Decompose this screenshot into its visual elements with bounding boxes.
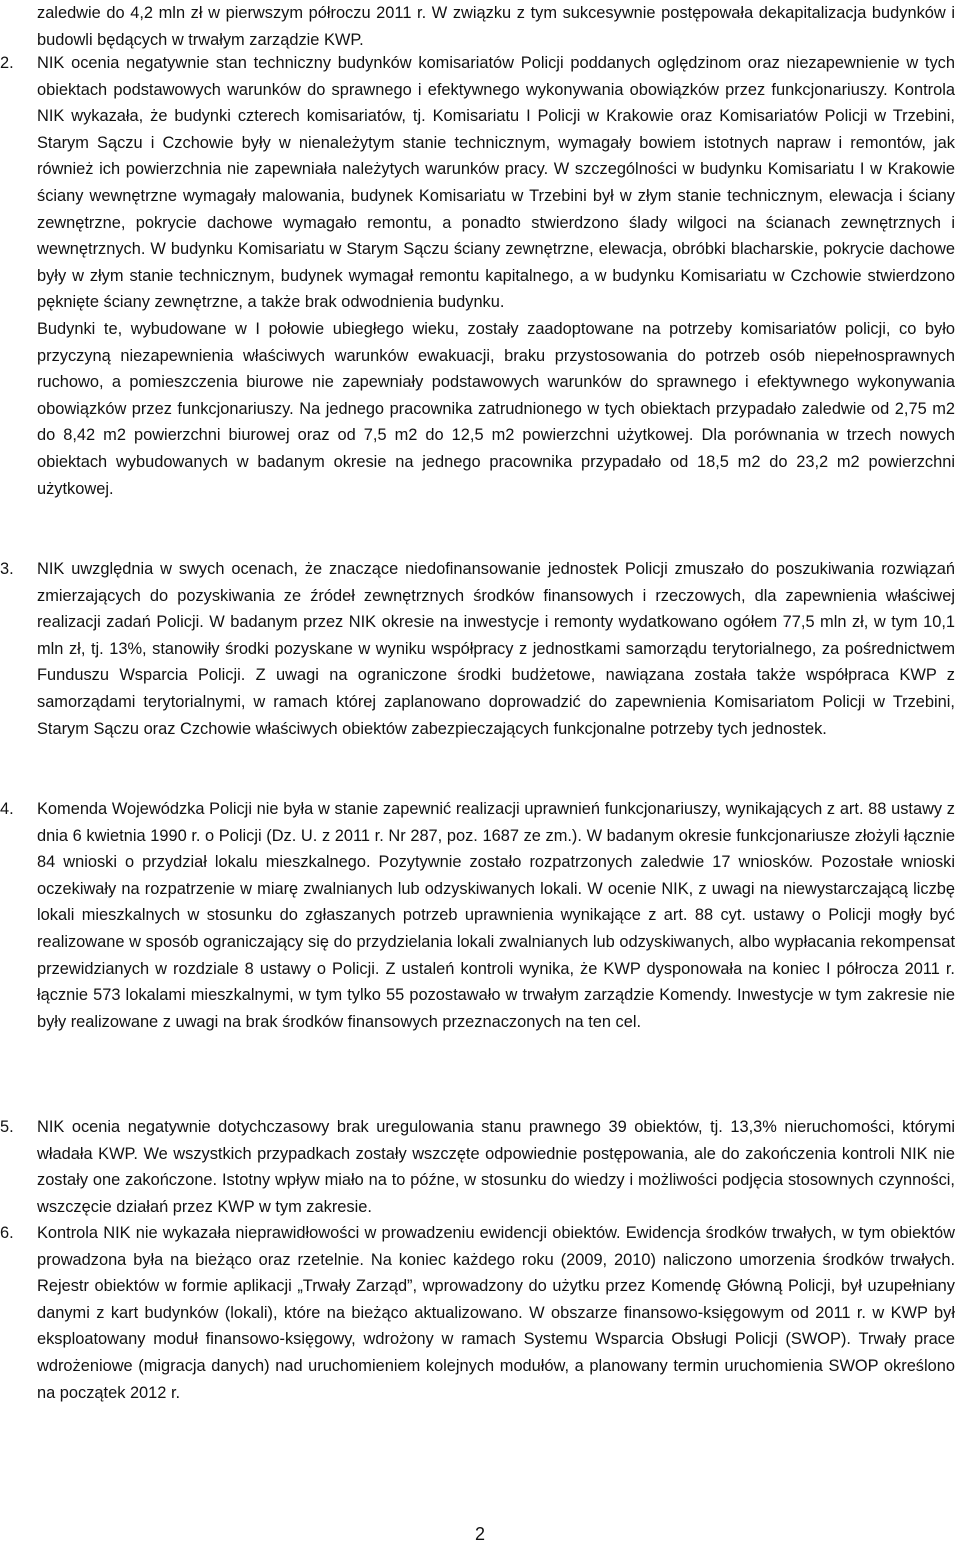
list-item-2 bbox=[0, 50, 955, 502]
item-paragraph: NIK ocenia negatywnie dotychczasowy brak uregulowania stanu prawnego 39 obiektów, tj. 13,3% nieruchomości, którymi władała KWP. We wszystkich przypadkach zostały wszczęte odpowiednie postępowania, ale do zakończenia kontroli NIK nie zostały one zakończone. Istotny wpływ miało na to późne, w stosunku do wiedzy i możliwości podjęcia stosownych czynności, wszczęcie działań przez KWP w tym zakresie. bbox=[37, 1118, 955, 1216]
item-paragraph: Kontrola NIK nie wykazała nieprawidłowości w prowadzeniu ewidencji obiektów. Ewidencja środków trwałych, w tym obiektów prowadzona była na bieżąco oraz rzetelnie. Na koniec każdego roku (2009, 2010) naliczono umorzenia środków trwałych. Rejestr obiektów w formie aplikacji „Trwały Zarząd”, wprowadzony do użytku przez Komendę Główną Policji, był uzupełniany danymi z kart budynków (lokali), które na bieżąco aktualizowano. W obszarze finansowo-księgowym od 2011 r. w KWP był eksploatowany moduł finansowo-księgowy, wdrożony w ramach Systemu Wsparcia Obsługi Policji (SWOP). Trwały prace wdrożeniowe (migracja danych) nad uruchomieniem kolejnych modułów, a planowany termin uruchomienia SWOP określono na początek 2012 r. bbox=[37, 1224, 955, 1402]
list-item-3 bbox=[0, 556, 955, 742]
item-paragraph: NIK uwzględnia w swych ocenach, że znaczące niedofinansowanie jednostek Policji zmuszało do poszukiwania rozwiązań zmierzających do pozyskiwania ze źródeł zewnętrznych środków finansowych i rzeczowych, dla zapewnienia właściwej realizacji zadań Policji. W badanym przez NIK okresie na inwestycje i remonty wydatkowano ogółem 77,5 mln zł, w tym 10,1 mln zł, tj. 13%, stanowiły środki pozyskane w wyniku współpracy z jednostkami samorządu terytorialnego, za pośrednictwem Funduszu Wsparcia Policji. Z uwagi na ograniczone środki budżetowe, nawiązana została także współpraca KWP z samorządami terytorialnymi, w ramach której zaplanowano doprowadzić do zapewnienia Komisariatom Policji w Trzebini, Starym Sączu oraz Czchowie właściwych obiektów zabezpieczających funkcjonalne potrzeby tych jednostek. bbox=[37, 560, 955, 738]
list-item-6 bbox=[0, 1220, 955, 1406]
item-number: 3. bbox=[0, 560, 14, 578]
intro-text: zaledwie do 4,2 mln zł w pierwszym półroczu 2011 r. W związku z tym sukcesywnie postępowała dekapitalizacja budynków i budowli będących w trwałym zarządzie KWP. bbox=[37, 4, 955, 49]
item-number: 2. bbox=[0, 54, 14, 72]
list-item-4 bbox=[0, 796, 955, 1035]
list-item-5 bbox=[0, 1114, 955, 1220]
item-number: 4. bbox=[0, 800, 14, 818]
page-number: 2 bbox=[474, 1524, 485, 1544]
intro-paragraph bbox=[37, 0, 955, 53]
item-paragraph: NIK ocenia negatywnie stan techniczny budynków komisariatów Policji poddanych oględzinom oraz niezapewnienie w tych obiektach podstawowych warunków do sprawnego i efektywnego wykonywania obowiązków przez funkcjonariuszy. Kontrola NIK wykazała, że budynki czterech komisariatów, tj. Komisariatu I Policji w Krakowie oraz Komisariatów Policji w Trzebini, Starym Sączu i Czchowie były w nienależytym stanie technicznym, wymagały bowiem istotnych napraw i remontów, jak również ich powierzchnia nie zapewniała należytych warunków pracy. W szczególności w budynku Komisariatu I w Krakowie ściany wewnętrzne wymagały malowania, budynek Komisariatu w Trzebini był w złym stanie technicznym, elewacja i ściany zewnętrzne, pokrycie dachowe wymagało remontu, a ponadto stwierdzono ślady wilgoci na ścianach zewnętrznych i wewnętrznych. W budynku Komisariatu w Starym Sączu ściany zewnętrzne, elewacja, obróbki blacharskie, pokrycie dachowe były w złym stanie technicznym, budynek wymagał remontu kapitalnego, a w budynku Komisariatu w Czchowie stwierdzono pęknięte ściany zewnętrzne, a także brak odwodnienia budynku. bbox=[37, 54, 955, 312]
item-number: 5. bbox=[0, 1118, 14, 1136]
item-paragraph: Komenda Wojewódzka Policji nie była w stanie zapewnić realizacji uprawnień funkcjonariuszy, wynikających z art. 88 ustawy z dnia 6 kwietnia 1990 r. o Policji (Dz. U. z 2011 r. Nr 287, poz. 1687 ze zm.). W badanym okresie funkcjonariusze złożyli łącznie 84 wnioski o przydział lokalu mieszkalnego. Pozytywnie zostało rozpatrzonych zaledwie 17 wniosków. Pozostałe wnioski oczekiwały na rozpatrzenie w miarę zwalnianych lub odzyskiwanych lokali. W ocenie NIK, z uwagi na niewystarczającą liczbę lokali mieszkalnych w stosunku do zgłaszanych potrzeb uprawnienia wynikające z art. 88 cyt. ustawy o Policji mogły być realizowane w sposób ograniczający się do przydzielania lokali zwalnianych lub odzyskiwanych, albo wypłacania rekompensat przewidzianych w rozdziale 8 ustawy o Policji. Z ustaleń kontroli wynika, że KWP dysponowała na koniec I półrocza 2011 r. łącznie 573 lokalami mieszkalnymi, w tym tylko 55 pozostawało w trwałym zarządzie Komendy. Inwestycje w tym zakresie nie były realizowane z uwagi na brak środków finansowych przeznaczonych na ten cel. bbox=[37, 800, 955, 1031]
item-paragraph: Budynki te, wybudowane w I połowie ubiegłego wieku, zostały zaadoptowane na potrzeby komisariatów policji, co było przyczyną niezapewnienia właściwych warunków ewakuacji, braku przystosowania do potrzeb osób niepełnosprawnych ruchowo, a pomieszczenia biurowe nie zapewniały podstawowych warunków do sprawnego i efektywnego wykonywania obowiązków przez funkcjonariuszy. Na jednego pracownika zatrudnionego w tych obiektach przypadało zaledwie od 2,75 m2 do 8,42 m2 powierzchni biurowej oraz od 7,5 m2 do 12,5 m2 powierzchni użytkowej. Dla porównania w trzech nowych obiektach wybudowanych w badanym okresie na jednego pracownika przypadało od 18,5 m2 do 23,2 m2 powierzchni użytkowej. bbox=[37, 319, 955, 498]
item-number: 6. bbox=[0, 1224, 14, 1242]
